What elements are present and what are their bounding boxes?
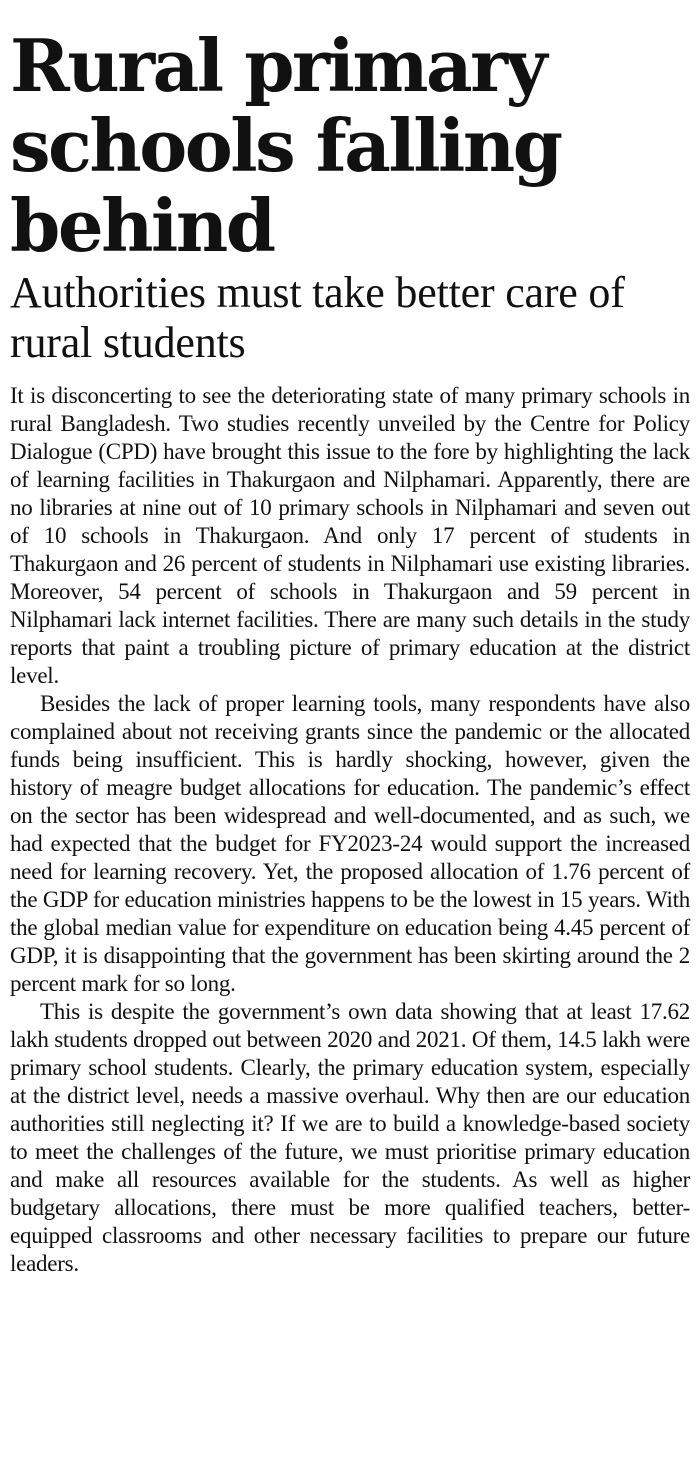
body-paragraph-2: Besides the lack of proper learning tools, many respondents have also complained about not receiving grants since the pandemic or the allocated funds being insufficient. This is hardly shocking, however, given the history of meagre budget allocations for education. The pandemic’s effect on the sector has been widespread and well-documented, and as such, we had expected that the budget for FY2023-24 would support the increased need for learning recovery. Yet, the proposed allocation of 1.76 percent of the GDP for education ministries happens to be the lowest in 15 years. With the global median value for expenditure on education being 4.45 percent of GDP, it is disappointing that the government has been skirting around the 2 percent mark for so long. xyxy=(10,691,690,996)
body-paragraph-1: It is disconcerting to see the deteriorating state of many primary schools in rural Bangladesh. Two studies recently unveiled by the Centre for Policy Dialogue (CPD) have brought this issue to the fore by highlighting the lack of learning facilities in Thakurgaon and Nilphamari. Apparently, there are no libraries at nine out of 10 primary schools in Nilphamari and seven out of 10 schools in Thakurgaon. And only 17 percent of students in Thakurgaon and 26 percent of students in Nilphamari use existing libraries. Moreover, 54 percent of schools in Thakurgaon and 59 percent in Nilphamari lack internet facilities. There are many such details in the study reports that paint a troubling picture of primary education at the district level. xyxy=(10,383,690,688)
article-subheadline: Authorities must take better care of rural students xyxy=(10,268,625,367)
article-body xyxy=(10,382,690,1278)
body-paragraph-3: This is despite the government’s own data showing that at least 17.62 lakh students dropped out between 2020 and 2021. Of them, 14.5 lakh were primary school students. Clearly, the primary education system, especially at the district level, needs a massive overhaul. Why then are our education authorities still neglecting it? If we are to build a knowledge-based society to meet the challenges of the future, we must prioritise primary education and make all resources available for the students. As well as higher budgetary allocations, there must be more qualified teachers, better-equipped classrooms and other necessary facilities to prepare our future leaders. xyxy=(10,999,690,1276)
editorial-article xyxy=(10,0,690,1278)
article-headline: Rural primary schools falling behind xyxy=(10,23,561,268)
